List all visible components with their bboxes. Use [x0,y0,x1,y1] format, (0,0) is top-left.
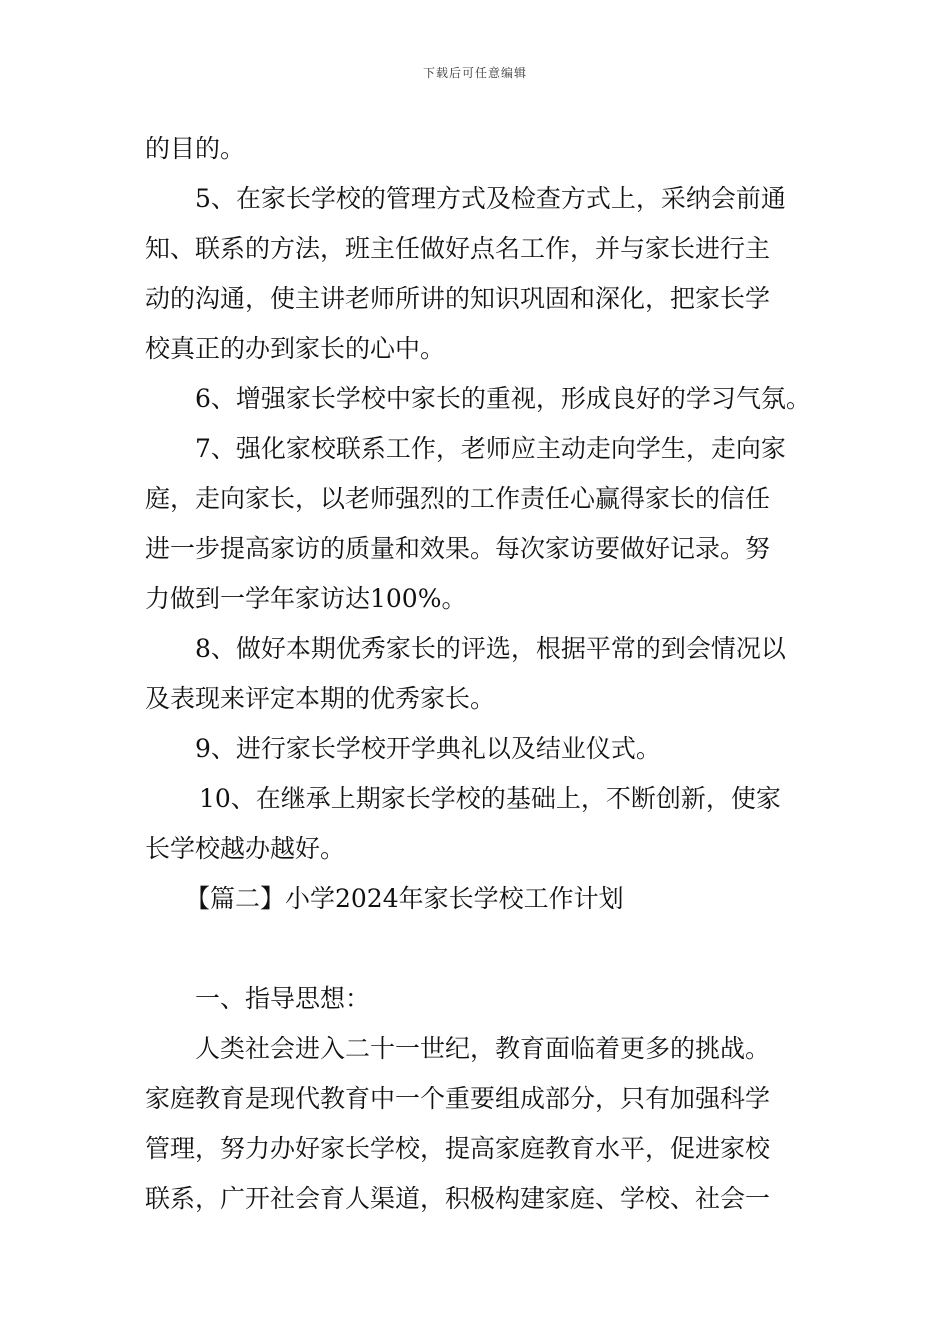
text-line: 管理，努力办好家长学校，提高家庭教育水平，促进家校 [145,1134,771,1163]
text-line: 力做到一学年家访达100%。 [145,584,467,613]
page-header-note: 下载后可任意编辑 [422,66,527,80]
paragraph-start: 人类社会进入二十一世纪，教育面临着更多的挑战。 [195,1034,771,1063]
section-heading: 【篇二】小学2024年家长学校工作计划 [185,884,624,913]
blank-spacer [145,924,810,974]
text-line: 进一步提高家访的质量和效果。每次家访要做好记录。努 [145,534,771,563]
text-line: 校真正的办到家长的心中。 [145,334,446,363]
list-item-10: 10、在继承上期家长学校的基础上，不断创新，使家 [199,784,781,813]
list-item-5: 5、在家长学校的管理方式及检查方式上，采纳会前通 [195,184,786,213]
text-line: 长学校越办越好。 [145,834,346,863]
list-item-8: 8、做好本期优秀家长的评选，根据平常的到会情况以 [195,634,786,663]
text-line: 联系，广开社会育人渠道，积极构建家庭、学校、社会一 [145,1184,771,1213]
text-line: 及表现来评定本期的优秀家长。 [145,684,496,713]
list-item-7: 7、强化家校联系工作，老师应主动走向学生，走向家 [195,434,786,463]
list-item-6: 6、增强家长学校中家长的重视，形成良好的学习气氛。 [195,384,811,413]
text-line: 的目的。 [145,134,246,163]
document-body [145,124,810,1224]
list-item-9: 9、进行家长学校开学典礼以及结业仪式。 [195,734,661,763]
text-line: 家庭教育是现代教育中一个重要组成部分，只有加强科学 [145,1084,771,1113]
text-line: 知、联系的方法，班主任做好点名工作，并与家长进行主 [145,234,771,263]
text-line: 动的沟通，使主讲老师所讲的知识巩固和深化，把家长学 [145,284,771,313]
subsection-heading: 一、指导思想： [195,984,371,1013]
text-line: 庭，走向家长，以老师强烈的工作责任心赢得家长的信任 [145,484,771,513]
